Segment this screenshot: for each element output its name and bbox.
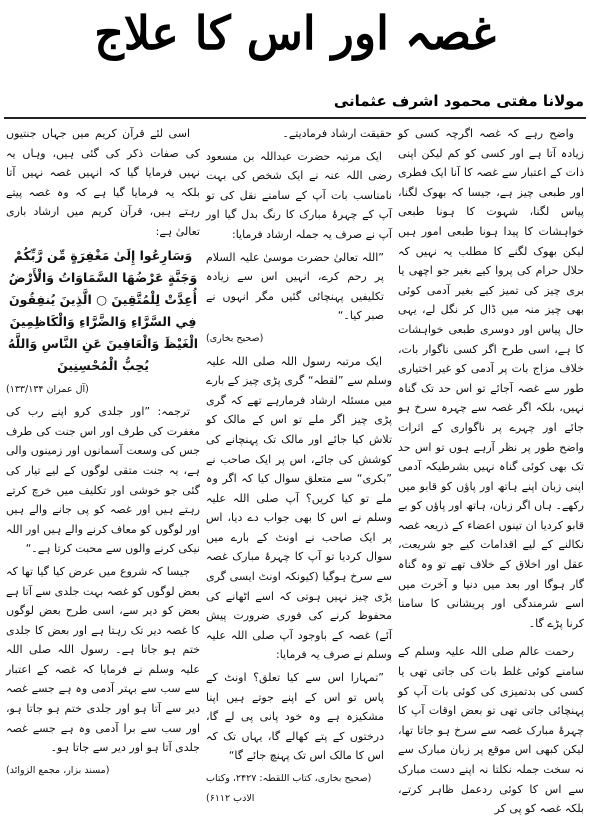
column-left (6, 124, 200, 776)
article-title: غصہ اور اس کا علاج (94, 6, 496, 60)
hadith-quote: ”تمہارا اس سے کیا تعلق؟ اونٹ کے پاس تو اس کے اپنے جوتے ہیں اپنا مشکیزہ ہے وہ خود پانی پی لے گا، درختوں کے پتے کھالے گا، یہاں تک کہ اس کا مالک اس تک پہنچ جائے گا“ (206, 671, 384, 763)
translation-paragraph: ترجمہ: ”اور جلدی کرو اپنے رب کی مغفرت کی طرف اور اس جنت کی طرف جس کی وسعت آسمانوں اور زمینوں والی ہے، یہ جنت متقی لوگوں کے لیے تیار کی گئی جو خوشی اور تکلیف میں خرچ کرتے رہتے ہیں اور غصہ کو پی جانے والے ہیں اور لوگوں کو معاف کرنے والے ہیں اور اللہ نیکی کرنے والوں سے محبت کرتا ہے۔“ (6, 405, 200, 556)
paragraph: حقیقت ارشاد فرمادیتے۔ (282, 127, 392, 140)
citation: (صحیح بخاری، کتاب اللقطہ: ۲۴۲۷، وکتاب الادب ۶۱۱۲) (206, 773, 372, 804)
quran-verse: وَسَارِعُوا إِلَىٰ مَغْفِرَةٍ مِّن رَّبِّكُمْ وَجَنَّةٍ عَرْضُهَا السَّمَاوَاتُ وَالْأَرْضُ أُعِدَّتْ لِلْمُتَّقِينَ ○ الَّذِينَ يُنفِقُونَ فِي السَّرَّاءِ وَالضَّرَّاءِ وَالْكَاظِمِينَ الْغَيْظَ وَالْعَافِينَ عَنِ النَّاسِ وَاللَّهُ يُحِبُّ الْمُحْسِنِينَ (7, 247, 199, 373)
author-name: مولانا مفتی محمود اشرف عثمانی (333, 92, 584, 110)
header-divider (4, 117, 586, 119)
hadith-quote: ”اللہ تعالیٰ حضرت موسیٰ علیہ السلام پر رحم کرے، انہیں اس سے زیادہ تکلیفیں پہنچائی گئیں مگر انہوں نے صبر کیا۔“ (206, 250, 384, 323)
citation: (صحیح بخاری) (206, 332, 264, 344)
citation: (آل عمران ۱۳۳/۱۳۴) (6, 383, 89, 395)
paragraph: ایک مرتبہ رسول اللہ صلی اللہ علیہ وسلم سے ”لقطہ“ گری پڑی چیز کے بارے میں مسئلہ ارشاد فرمارہے تھے کہ گری پڑی چیز اگر ملے تو اس کے مالک کو تلاش کیا جائے اور مالک تک پہنچانے کی کوشش کی جائے، اس پر ایک صاحب نے ”بکری“ سے متعلق سوال کیا کہ اگر وہ ملے تو کیا کریں؟ آپ صلی اللہ علیہ وسلم نے اس کا بھی جواب دے دیا، اس پر ایک صاحب نے اونٹ کے بارے میں سوال کردیا تو آپ کا چہرۂ مبارک غصہ سے سرخ ہوگیا (کیونکہ اونٹ ایسی گری پڑی چیز نہیں ہوتی کہ اسے اٹھانے کی محفوظ کرنے کی فوری ضرورت پیش آئے) غصہ کے باوجود آپ صلی اللہ علیہ وسلم نے صرف یہ فرمایا: (206, 354, 392, 662)
column-middle (206, 124, 392, 804)
paragraph: واضح رہے کہ غصہ اگرچہ کسی کو زیادہ آتا ہے اور کسی کو کم لیکن اپنی ذات کے اعتبار سے غصہ کا آنا ایک فطری اور طبعی چیز ہے، جیسا کہ بھوک لگنا، پیاس لگنا، شہوت کا ہونا طبعی خواہشات کا پیدا ہونا طبعی امور ہیں لیکن بھوک لگنے کا مطلب یہ نہیں کہ حلال حرام کی پروا کیے بغیر جو اچھی یا بری چیز کی تمیز کیے بغیر آدمی کوئی بھی چیز منہ میں ڈال کر نگل لے، یہی حال پیاس اور دوسری طبعی خواہشات کا ہے، اسی طرح اگر کسی ناگوار بات، خلاف مزاج بات پر آدمی کو غیر اختیاری طور سے غصہ آجائے تو اس حد تک گناہ نہیں، بلکہ اگر غصہ سے چہرہ سرخ ہو جائے اور چہرے پر ناگواری کے اثرات واضح طور پر نظر آرہے ہوں تو اس حد تک بھی کوئی گناہ نہیں بشرطیکہ آدمی اپنی زبان اپنے ہاتھ اور پاؤں کو قابو میں رکھے۔ ہاں اگر زبان، ہاتھ اور پاؤں کو بے قابو کردیا ان تینوں اعضاء کے ذریعہ غصہ نکالنے کے لیے اقدامات کیے جو شریعت، عقل اور اخلاق کے خلاف تھے تو وہ گناہ گار ہوگا اور بعد میں دنیا و آخرت میں اسے شرمندگی اور پریشانی کا سامنا کرنا پڑے گا۔ (398, 127, 584, 630)
column-right (398, 124, 584, 816)
paragraph: جیسا کہ شروع میں عرض کیا گیا تھا کہ بعض لوگوں کو غصہ بہت جلدی سے آتا ہے بعض کو دیر سے، اسی طرح بعض لوگوں کا غصہ دیر تک رہتا ہے اور بعض کا جلدی ختم ہو جاتا ہے۔ رسول اللہ صلی اللہ علیہ وسلم نے فرمایا کہ غصہ کے اعتبار سے سب سے بہتر آدمی وہ ہے جسے غصہ دیر سے آتا ہو اور جلدی ختم ہو جاتا ہو، اور سب سے برا آدمی وہ ہے جسے غصہ جلدی آتا ہو اور دیر سے جاتا ہو۔ (6, 564, 200, 755)
paragraph: رحمت عالم صلی اللہ علیہ وسلم کے سامنے کوئی غلط بات کی جاتی تھی یا کسی کی بدتمیزی کی کوئی بات آپ کو پہنچائی جاتی تھی تو بعض اوقات آپ کا چہرۂ مبارک غصہ سے سرخ ہو جاتا تھا، لیکن کبھی اس موقع پر زبان مبارک سے نہ سخت جملہ نکلتا نہ اپنے دست مبارک سے اس کا کوئی ردعمل ظاہر کرتے، بلکہ غصہ کو پی کر (398, 645, 584, 816)
paragraph: ایک مرتبہ حضرت عبداللہ بن مسعود رضی اللہ عنہ نے ایک شخص کی بہت نامناسب بات آپ کے سامنے نقل کی تو آپ کے چہرۂ مبارک کا رنگ بدل گیا اور آپ نے صرف یہ جملہ ارشاد فرمایا: (206, 149, 392, 241)
paragraph: اسی لئے قرآن کریم میں جہاں جنتیوں کی صفات ذکر کی گئی ہیں، وہاں یہ نہیں فرمایا گیا کہ انہیں غصہ نہیں آتا بلکہ یہ فرمایا گیا ہے کہ وہ غصہ پیتے رہتے ہیں، قرآن کریم میں ارشاد باری تعالیٰ ہے: (6, 127, 200, 238)
citation: (مسند بزار، مجمع الزوائد) (6, 764, 110, 776)
